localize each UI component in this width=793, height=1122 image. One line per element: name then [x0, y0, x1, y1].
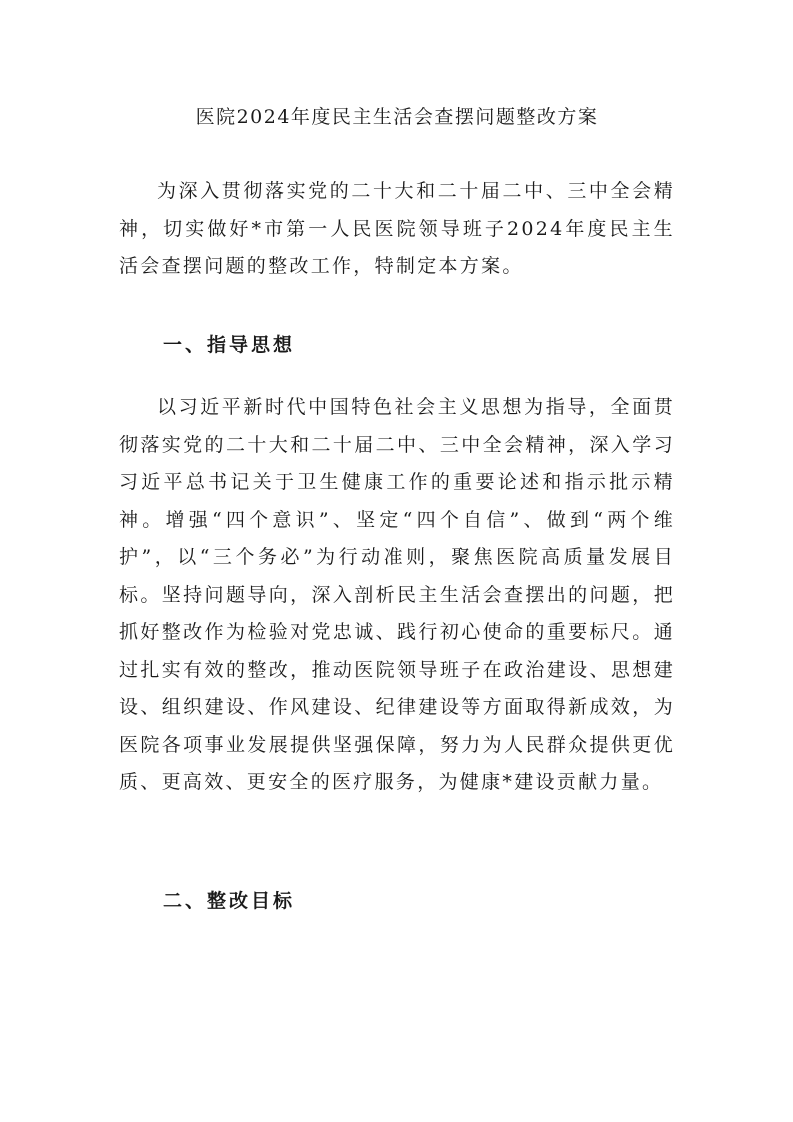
- intro-paragraph: 为深入贯彻落实党的二十大和二十届二中、三中全会精神，切实做好*市第一人民医院领导班子2024年度民主生活会查摆问题的整改工作，特制定本方案。: [119, 180, 675, 277]
- document-title: 医院2024年度民主生活会查摆问题整改方案: [195, 106, 599, 128]
- section-heading-guiding-ideology: 一、指导思想: [163, 334, 296, 356]
- section-heading-rectification-goals: 二、整改目标: [163, 890, 296, 912]
- section-body-guiding-ideology: 以习近平新时代中国特色社会主义思想为指导，全面贯彻落实党的二十大和二十届二中、三中全会精神，深入学习习近平总书记关于卫生健康工作的重要论述和指示批示精神。增强“四个意识”、坚定“四个自信”、做到“两个维护”，以“三个务必”为行动准则，聚焦医院高质量发展目标。坚持问题导向，深入剖析民主生活会查摆出的问题，把抓好整改作为检验对党忠诚、践行初心使命的重要标尺。通过扎实有效的整改，推动医院领导班子在政治建设、思想建设、组织建设、作风建设、纪律建设等方面取得新成效，为医院各项事业发展提供坚强保障，努力为人民群众提供更优质、更高效、更安全的医疗服务，为健康*建设贡献力量。: [119, 396, 675, 793]
